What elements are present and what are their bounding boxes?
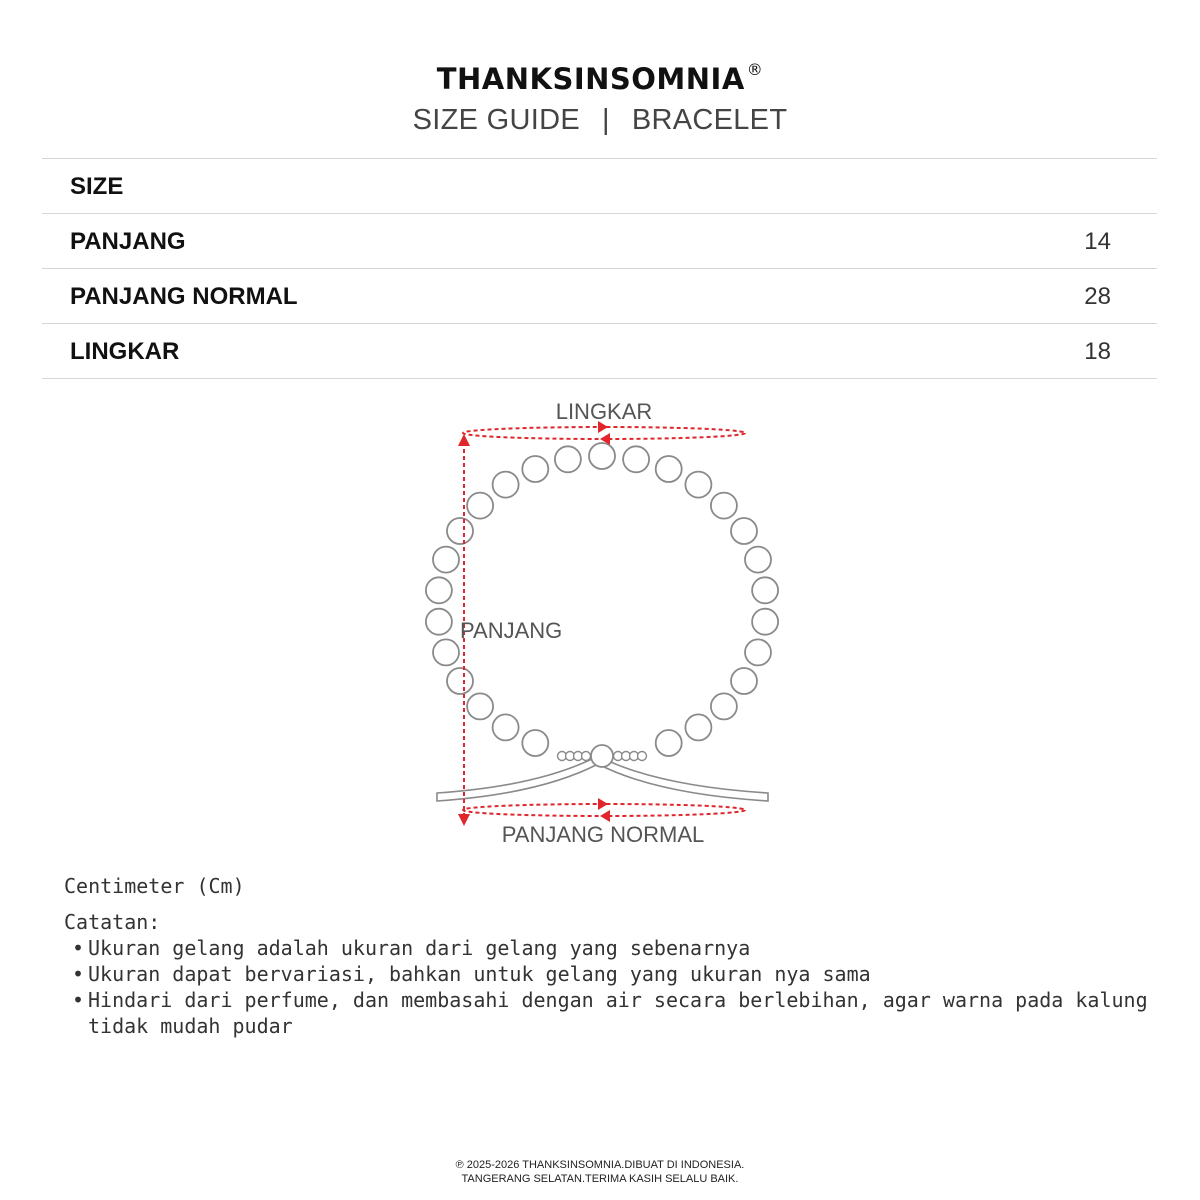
bead — [426, 577, 452, 603]
bead — [467, 493, 493, 519]
size-header-label: SIZE — [70, 173, 124, 200]
note-text: Hindari dari perfume, dan membasahi dengan air secara berlebihan, agar warna pada kalung tidak mudah pudar — [88, 988, 1148, 1038]
bullet: • — [72, 962, 85, 986]
clasp-bead — [591, 745, 613, 767]
bead — [447, 518, 473, 544]
panjang-normal-measure — [463, 798, 745, 822]
bead — [589, 443, 615, 469]
bead — [493, 714, 519, 740]
bead — [656, 456, 682, 482]
bead — [745, 639, 771, 665]
bead — [731, 518, 757, 544]
bead — [493, 472, 519, 498]
table-row — [42, 214, 1157, 269]
bead — [467, 693, 493, 719]
label-panjang-normal: PANJANG NORMAL — [501, 822, 705, 847]
bead — [752, 609, 778, 635]
bead — [731, 668, 757, 694]
lingkar-measure — [463, 421, 745, 445]
row-value-panjang: 14 — [1084, 228, 1111, 255]
bracelet-diagram — [0, 390, 1200, 860]
bead — [685, 714, 711, 740]
bullet: • — [72, 988, 85, 1012]
bead — [433, 639, 459, 665]
size-table — [42, 158, 1157, 379]
bead — [426, 609, 452, 635]
notes-list — [64, 935, 1158, 1039]
bead — [711, 693, 737, 719]
brand-name: THANKSINSOMNIA — [436, 62, 745, 96]
notes-title: Catatan: — [64, 910, 161, 934]
bead — [752, 577, 778, 603]
bead — [555, 446, 581, 472]
small-bead — [582, 752, 591, 761]
list-item — [64, 961, 1158, 987]
list-item — [64, 935, 1158, 961]
row-label-panjang: PANJANG — [70, 228, 186, 255]
footer-line-2: TANGERANG SELATAN.TERIMA KASIH SELALU BAIK. — [461, 1173, 739, 1185]
unit-label: Centimeter (Cm) — [64, 874, 245, 898]
footer-line-1: ℗ 2025-2026 THANKSINSOMNIA.DIBUAT DI INDONESIA. — [455, 1159, 745, 1171]
page-subtitle — [0, 104, 1200, 137]
bead — [685, 472, 711, 498]
note-text: Ukuran gelang adalah ukuran dari gelang yang sebenarnya — [88, 936, 751, 960]
small-bead — [638, 752, 647, 761]
table-row — [42, 269, 1157, 324]
note-text: Ukuran dapat bervariasi, bahkan untuk gelang yang ukuran nya sama — [88, 962, 871, 986]
notes-section — [64, 873, 1158, 1039]
registered-mark: ® — [746, 60, 764, 79]
bracelet-small-beads — [558, 745, 647, 767]
bead — [711, 493, 737, 519]
subtitle-separator: | — [602, 104, 610, 136]
list-item — [64, 987, 1158, 1039]
bullet: • — [72, 936, 85, 960]
subtitle-size-guide: SIZE GUIDE — [412, 104, 580, 136]
footer — [0, 1158, 1200, 1186]
table-row — [42, 324, 1157, 379]
bracelet-beads — [426, 443, 778, 756]
row-value-panjang-normal: 28 — [1084, 283, 1111, 310]
brand-title — [0, 62, 1200, 96]
bead — [656, 730, 682, 756]
subtitle-product: BRACELET — [631, 104, 788, 136]
bead — [433, 547, 459, 573]
bead — [522, 730, 548, 756]
bead — [522, 456, 548, 482]
bead — [745, 547, 771, 573]
label-lingkar: LINGKAR — [555, 399, 653, 424]
bead — [447, 668, 473, 694]
label-panjang: PANJANG — [460, 618, 563, 643]
size-table-header — [42, 159, 1157, 214]
row-label-lingkar: LINGKAR — [70, 338, 180, 365]
row-label-panjang-normal: PANJANG NORMAL — [70, 283, 298, 310]
row-value-lingkar: 18 — [1084, 338, 1111, 365]
bead — [623, 446, 649, 472]
